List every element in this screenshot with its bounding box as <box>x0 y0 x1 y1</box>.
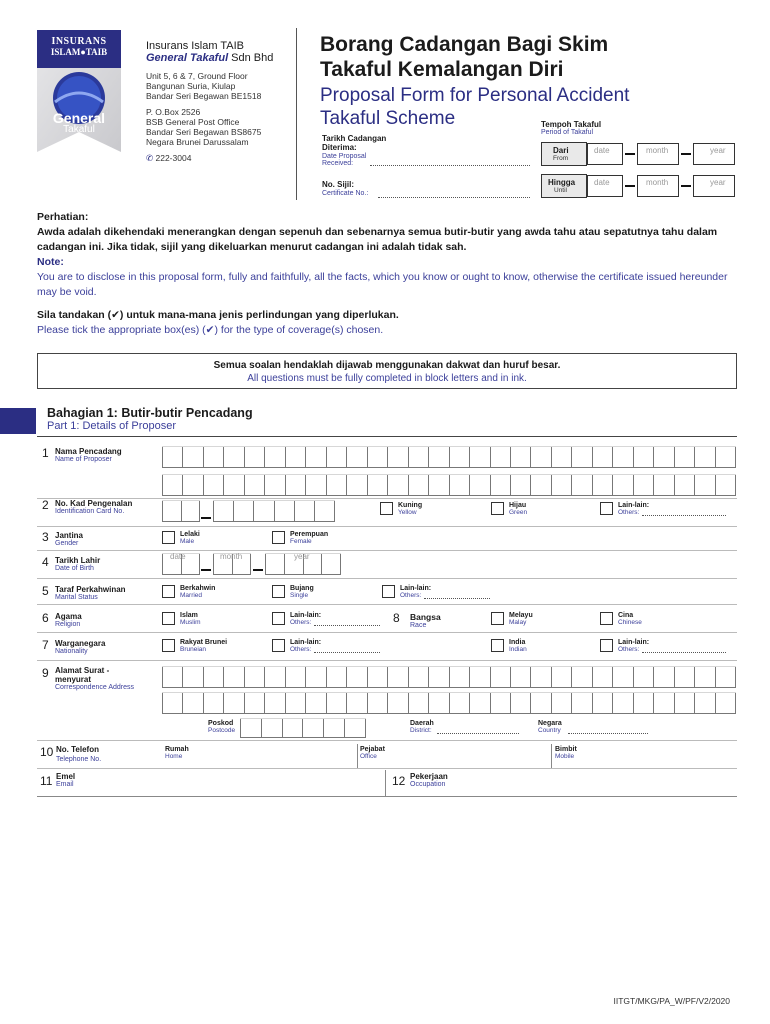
q12-label: Pekerjaan Occupation <box>410 772 448 788</box>
logo-text: INSURANS ISLAM●TAIB <box>50 36 108 57</box>
period-from-month[interactable]: month <box>637 143 679 165</box>
row-divider <box>37 498 737 499</box>
row-divider <box>37 550 737 551</box>
dash-icon <box>681 185 691 187</box>
q1-label: 1 <box>42 446 49 460</box>
block-letters-box: Semua soalan hendaklah dijawab menggunakan dakwat dan huruf besar. All questions must be fully completed in block letters and in ink. <box>37 353 737 389</box>
period-until-label: Hingga Until <box>541 174 587 198</box>
notice-section <box>37 210 737 338</box>
phone-office-label: Pejabat Office <box>360 746 385 760</box>
period-from-year[interactable]: year <box>693 143 735 165</box>
row-divider <box>37 632 737 633</box>
country-label: Negara Country <box>538 720 562 734</box>
row-divider <box>37 796 737 797</box>
q7-label: Warganegara Nationality <box>55 639 106 655</box>
period-until-year[interactable]: year <box>693 175 735 197</box>
period-until-month[interactable]: month <box>637 175 679 197</box>
company-phone: 222-3004 <box>155 153 192 163</box>
tick-icon: ✔ <box>111 309 120 321</box>
company-address: Unit 5, 6 & 7, Ground Floor Bangunan Suria, Kiulap Bandar Seri Begawan BE1518 <box>146 71 262 101</box>
marital-others-checkbox[interactable] <box>382 585 395 598</box>
phone-home-label: Rumah Home <box>165 746 189 760</box>
marital-others-field[interactable] <box>424 598 490 599</box>
race-others-checkbox[interactable] <box>600 639 613 652</box>
country-field[interactable] <box>568 733 648 734</box>
address-field-row2[interactable] <box>162 692 736 714</box>
name-field-row1[interactable] <box>162 446 736 468</box>
company-info: Insurans Islam TAIB General Takaful Sdn Bhd Unit 5, 6 & 7, Ground Floor Bangunan Suria, Kiulap Bandar Seri Begawan BE1518 P. O.Box 2526 BSB General Post Office Bandar Seri Begawan BS8675 Negara Brunei Darussalam ✆ 222-3004 <box>146 40 296 164</box>
header-divider <box>296 28 297 200</box>
logo-dot-icon: ● <box>80 47 86 57</box>
postcode-field[interactable] <box>240 718 366 738</box>
row-divider <box>37 660 737 661</box>
q11-label: Emel Email <box>56 772 76 788</box>
tick-instruction-malay: Sila tandakan (✔) untuk mana-mana jenis perlindungan yang diperlukan. <box>37 309 399 321</box>
period-from-label: Dari From <box>541 142 587 166</box>
phone-icon: ✆ <box>146 153 154 163</box>
district-field[interactable] <box>437 733 519 734</box>
date-received-label: Tarikh Cadangan Diterima: Date Proposal Received: <box>322 134 387 167</box>
nationality-bruneian-checkbox[interactable] <box>162 639 175 652</box>
q3-label: Jantina Gender <box>55 531 84 547</box>
ic-field-part2[interactable] <box>213 500 335 522</box>
gender-male-checkbox[interactable] <box>162 531 175 544</box>
ic-field-part1[interactable] <box>162 500 200 522</box>
row-divider <box>37 768 737 769</box>
row-divider <box>37 578 737 579</box>
ic-green-checkbox[interactable] <box>491 502 504 515</box>
cert-no-label: No. Sijil: Certificate No.: <box>322 180 369 197</box>
part1-divider <box>37 436 737 437</box>
form-code: IITGT/MKG/PA_W/PF/V2/2020 <box>613 996 730 1006</box>
dash-icon <box>625 153 635 155</box>
district-label: Daerah District: <box>410 720 434 734</box>
part1-marker <box>0 408 36 434</box>
form-title: Borang Cadangan Bagi Skim Takaful Kemalangan Diri Proposal Form for Personal Accident Takaful Scheme <box>320 33 630 129</box>
ic-others-field[interactable] <box>642 515 726 516</box>
name-field-row2[interactable] <box>162 474 736 496</box>
email-field[interactable] <box>100 770 386 796</box>
address-field-row1[interactable] <box>162 666 736 688</box>
row-divider <box>37 604 737 605</box>
race-others-field[interactable] <box>642 652 726 653</box>
notice-heading-en: Note: <box>37 256 64 268</box>
ic-others-checkbox[interactable] <box>600 502 613 515</box>
company-pobox: P. O.Box 2526 BSB General Post Office Bandar Seri Begawan BS8675 Negara Brunei Darussalam <box>146 107 262 147</box>
dash-icon <box>253 569 263 571</box>
q2-label: No. Kad Pengenalan Identification Card No. <box>55 499 133 515</box>
notice-text-malay: Awda adalah dikehendaki menerangkan dengan sepenuh dan sebenarnya semua butir-butir yang awda tahu atau sepatutnya tahu dalam cadangan ini. Jika tidak, sijil yang dikeluarkan menurut cadangan ini adalah tidak sah. <box>37 226 718 253</box>
postcode-label: Poskod Postcode <box>208 720 236 734</box>
row-divider <box>37 740 737 741</box>
dash-icon <box>681 153 691 155</box>
tick-instruction-en: Please tick the appropriate box(es) (✔) for the type of coverage(s) chosen. <box>37 324 384 336</box>
date-received-field[interactable] <box>370 165 530 166</box>
period-until-day[interactable]: date <box>587 175 623 197</box>
q9-label: Alamat Surat - menyurat Correspondence Address <box>55 666 134 691</box>
tick-icon: ✔ <box>205 324 215 336</box>
logo-general-text: General <box>52 110 106 126</box>
race-indian-checkbox[interactable] <box>491 639 504 652</box>
dash-icon <box>201 517 211 519</box>
marital-married-checkbox[interactable] <box>162 585 175 598</box>
phone-mobile-label: Bimbit Mobile <box>555 746 577 760</box>
logo-takaful-text: Takaful <box>63 124 95 135</box>
notice-text-en: You are to disclose in this proposal form, fully and faithfully, all the facts, which you know or ought to know, otherwise the certificate issued hereunder may be void. <box>37 271 728 298</box>
period-from-day[interactable]: date <box>587 143 623 165</box>
phone-office-field[interactable] <box>359 744 552 768</box>
religion-muslim-checkbox[interactable] <box>162 612 175 625</box>
q10-label: No. Telefon Telephone No. <box>56 745 102 763</box>
q5-label: Taraf Perkahwinan Marital Status <box>55 585 126 601</box>
q8-label: 8 <box>393 611 400 625</box>
row-divider <box>37 526 737 527</box>
marital-single-checkbox[interactable] <box>272 585 285 598</box>
notice-heading-malay: Perhatian: <box>37 211 89 223</box>
q4-label: Tarikh Lahir Date of Birth <box>55 556 101 572</box>
nationality-others-checkbox[interactable] <box>272 639 285 652</box>
phone-mobile-field[interactable] <box>553 744 736 768</box>
race-malay-checkbox[interactable] <box>491 612 504 625</box>
religion-others-field[interactable] <box>314 625 380 626</box>
phone-home-field[interactable] <box>163 744 358 768</box>
company-name: Insurans Islam TAIB <box>146 40 245 52</box>
period-label: Tempoh Takaful Period of Takaful <box>541 120 602 136</box>
occupation-field[interactable] <box>460 770 736 796</box>
nationality-others-field[interactable] <box>314 652 380 653</box>
dash-icon <box>201 569 211 571</box>
gender-female-checkbox[interactable] <box>272 531 285 544</box>
dash-icon <box>625 185 635 187</box>
q6-label: Agama Religion <box>55 612 82 628</box>
religion-others-checkbox[interactable] <box>272 612 285 625</box>
cert-no-field[interactable] <box>378 197 530 198</box>
part1-title: Bahagian 1: Butir-butir Pencadang Part 1: Details of Proposer <box>47 406 253 432</box>
ic-yellow-checkbox[interactable] <box>380 502 393 515</box>
race-chinese-checkbox[interactable] <box>600 612 613 625</box>
